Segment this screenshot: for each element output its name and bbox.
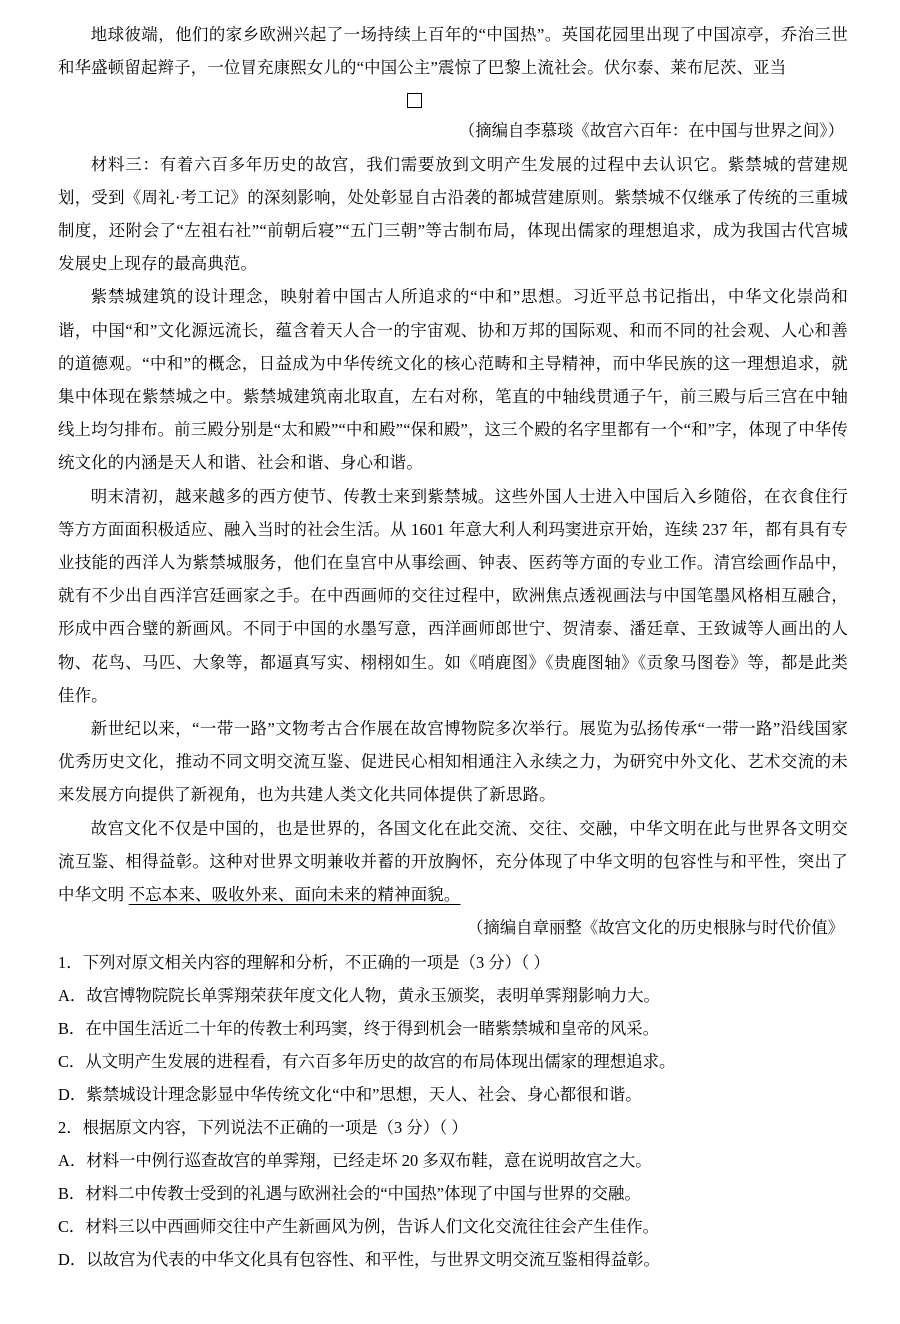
- paragraph-ming-qing: 明末清初，越来越多的西方使节、传教士来到紫禁城。这些外国人士进入中国后入乡随俗，在衣食住行等方方面面积极适应、融入当时的社会生活。从 1601 年意大利人利玛窦进京开始，连续 237 年，都有具有专业技能的西洋人为紫禁城服务，他们在皇宫中从事绘画、钟表、医药等方面的专业工作。清宫绘画作品中，就有不少出自西洋宫廷画家之手。在中西画师的交往过程中，欧洲焦点透视画法与中国笔墨风格相互融合，形成中西合璧的新画风。不同于中国的水墨写意，西洋画师郎世宁、贺清泰、潘廷章、王致诚等人画出的人物、花鸟、马匹、大象等，都逼真写实、栩栩如生。如《哨鹿图》《贵鹿图轴》《贡象马图卷》等，都是此类佳作。: [58, 486, 848, 705]
- paragraph-final: [58, 812, 848, 912]
- source-citation-1: （摘编自李慕琰《故宫六百年：在中国与世界之间》）: [458, 121, 844, 141]
- question-1-option-c[interactable]: C．从文明产生发展的进程看，有六百多年历史的故宫的布局体现出儒家的理想追求。: [58, 1052, 676, 1072]
- question-2-option-d[interactable]: D．以故宫为代表的中华文化具有包容性、和平性，与世界文明交流互鉴相得益彰。: [58, 1250, 660, 1270]
- question-2-stem: 2．根据原文内容，下列说法不正确的一项是（3 分）（ ）: [58, 1118, 468, 1138]
- empty-square-icon: [407, 93, 422, 108]
- question-1-option-b[interactable]: B．在中国生活近二十年的传教士利玛窦，终于得到机会一睹紫禁城和皇帝的风采。: [58, 1019, 659, 1039]
- paragraph-opening: 地球彼端，他们的家乡欧洲兴起了一场持续上百年的“中国热”。英国花园里出现了中国凉亭，乔治三世和华盛顿留起辫子，一位冒充康熙女儿的“中国公主”震惊了巴黎上流社会。伏尔泰、莱布尼茨、亚当: [58, 25, 848, 78]
- source-citation-2: （摘编自章丽整《故宫文化的历史根脉与时代价值》: [467, 918, 844, 938]
- question-2-option-a[interactable]: A．材料一中例行巡查故宫的单霁翔，已经走坏 20 多双布鞋，意在说明故宫之大。: [58, 1151, 652, 1171]
- paragraph-zhonghe: 紫禁城建筑的设计理念，映射着中国古人所追求的“中和”思想。习近平总书记指出，中华文化崇尚和谐，中国“和”文化源远流长，蕴含着天人合一的宇宙观、协和万邦的国际观、和而不同的社会观、人心和善的道德观。“中和”的概念，日益成为中华传统文化的核心范畴和主导精神，而中华民族的这一理想追求，就集中体现在紫禁城之中。紫禁城建筑南北取直，左右对称，笔直的中轴线贯通子午，前三殿与后三宫在中轴线上均匀排布。前三殿分别是“太和殿”“中和殿”“保和殿”，这三个殿的名字里都有一个“和”字，体现了中华传统文化的内涵是天人和谐、社会和谐、身心和谐。: [58, 287, 848, 473]
- paragraph-material-three: 材料三：有着六百多年历史的故宫，我们需要放到文明产生发展的过程中去认识它。紫禁城的营建规划，受到《周礼·考工记》的深刻影响，处处彰显自古沿袭的都城营建原则。紫禁城不仅继承了传统的三重城制度，还附会了“左祖右社”“前朝后寝”“五门三朝”等古制布局，体现出儒家的理想追求，成为我国古代宫城发展史上现存的最高典范。: [58, 154, 848, 274]
- question-1-option-d[interactable]: D．紫禁城设计理念影显中华传统文化“中和”思想，天人、社会、身心都很和谐。: [58, 1085, 642, 1105]
- question-2-option-b[interactable]: B．材料二中传教士受到的礼遇与欧洲社会的“中国热”体现了中国与世界的交融。: [58, 1184, 641, 1204]
- question-2-option-c[interactable]: C．材料三以中西画师交往中产生新画风为例，告诉人们文化交流往往会产生佳作。: [58, 1217, 659, 1237]
- checkbox-marker-line: [58, 84, 848, 114]
- question-1-stem: 1．下列对原文相关内容的理解和分析，不正确的一项是（3 分）（ ）: [58, 953, 550, 973]
- question-1-option-a[interactable]: A．故宫博物院院长单霁翔荣获年度文化人物，黄永玉颁奖，表明单霁翔影响力大。: [58, 986, 660, 1006]
- paragraph-new-century: 新世纪以来，“一带一路”文物考古合作展在故宫博物院多次举行。展览为弘扬传承“一带一路”沿线国家优秀历史文化，推动不同文明交流互鉴、促进民心相知相通注入永续之力，为研究中外文化、艺术交流的未来发展方向提供了新视角，也为共建人类文化共同体提供了新思路。: [58, 719, 848, 805]
- final-text-underlined: 不忘本来、吸收外来、面向未来的精神面貌。: [128, 885, 461, 905]
- final-text-prefix: 故宫文化不仅是中国的，也是世界的，各国文化在此交流、交往、交融，中华文明在此与世界各文明交流互鉴、相得益彰。这种对世界文明兼收并蓄的开放胸怀，充分体现了中华文明的包容性与和平性，突出了中华文明: [58, 818, 848, 905]
